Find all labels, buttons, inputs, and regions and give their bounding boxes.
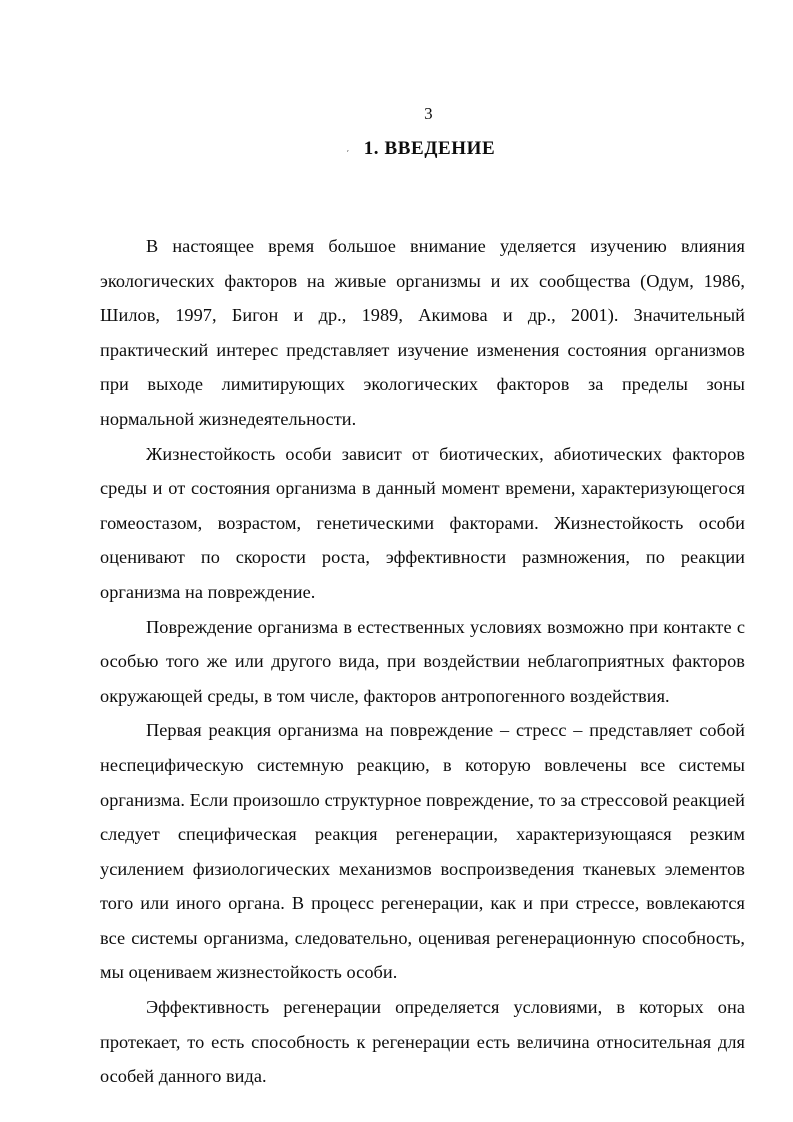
paragraph: В настоящее время большое внимание уделяется изучению влияния экологических факторов на живые организмы и их сообщества (Одум, 1986, Шилов, 1997, Бигон и др., 1989, Акимова и др., 2001). Значительный практический интерес представляет изучение изменения состояния организмов при выходе лимитирующих экологических факторов за пределы зоны нормальной жизнедеятельности. — [100, 236, 745, 429]
body-text — [100, 229, 745, 1094]
stray-ink-mark: ΄ — [346, 149, 350, 161]
paragraph: Жизнестойкость особи зависит от биотических, абиотических факторов среды и от состояния организма в данный момент времени, характеризующегося гомеостазом, возрастом, генетическими факторами. Жизнестойкость особи оценивают по скорости роста, эффективности размножения, по реакции организма на повреждение. — [100, 443, 745, 602]
page-title: 1. ВВЕДЕНИЕ — [363, 138, 496, 159]
paragraph: Эффективность регенерации определяется условиями, в которых она протекает, то есть способность к регенерации есть величина относительная для особей данного вида. — [100, 997, 745, 1087]
paragraph: Повреждение организма в естественных условиях возможно при контакте с особью того же или другого вида, при воздействии неблагоприятных факторов окружающей среды, в том числе, факторов антропогенного воздействия. — [100, 616, 745, 706]
paragraph: Первая реакция организма на повреждение – стресс – представляет собой неспецифическую системную реакцию, в которую вовлечены все системы организма. Если произошло структурное повреждение, то за стрессовой реакцией следует специфическая реакция регенерации, характеризующаяся резким усилением физиологических механизмов воспроизведения тканевых элементов того или иного органа. В процесс регенерации, как и при стрессе, вовлекаются все системы организма, следовательно, оценивая регенерационную способность, мы оцениваем жизнестойкость особи. — [100, 720, 745, 983]
page-number: 3 — [424, 104, 433, 123]
